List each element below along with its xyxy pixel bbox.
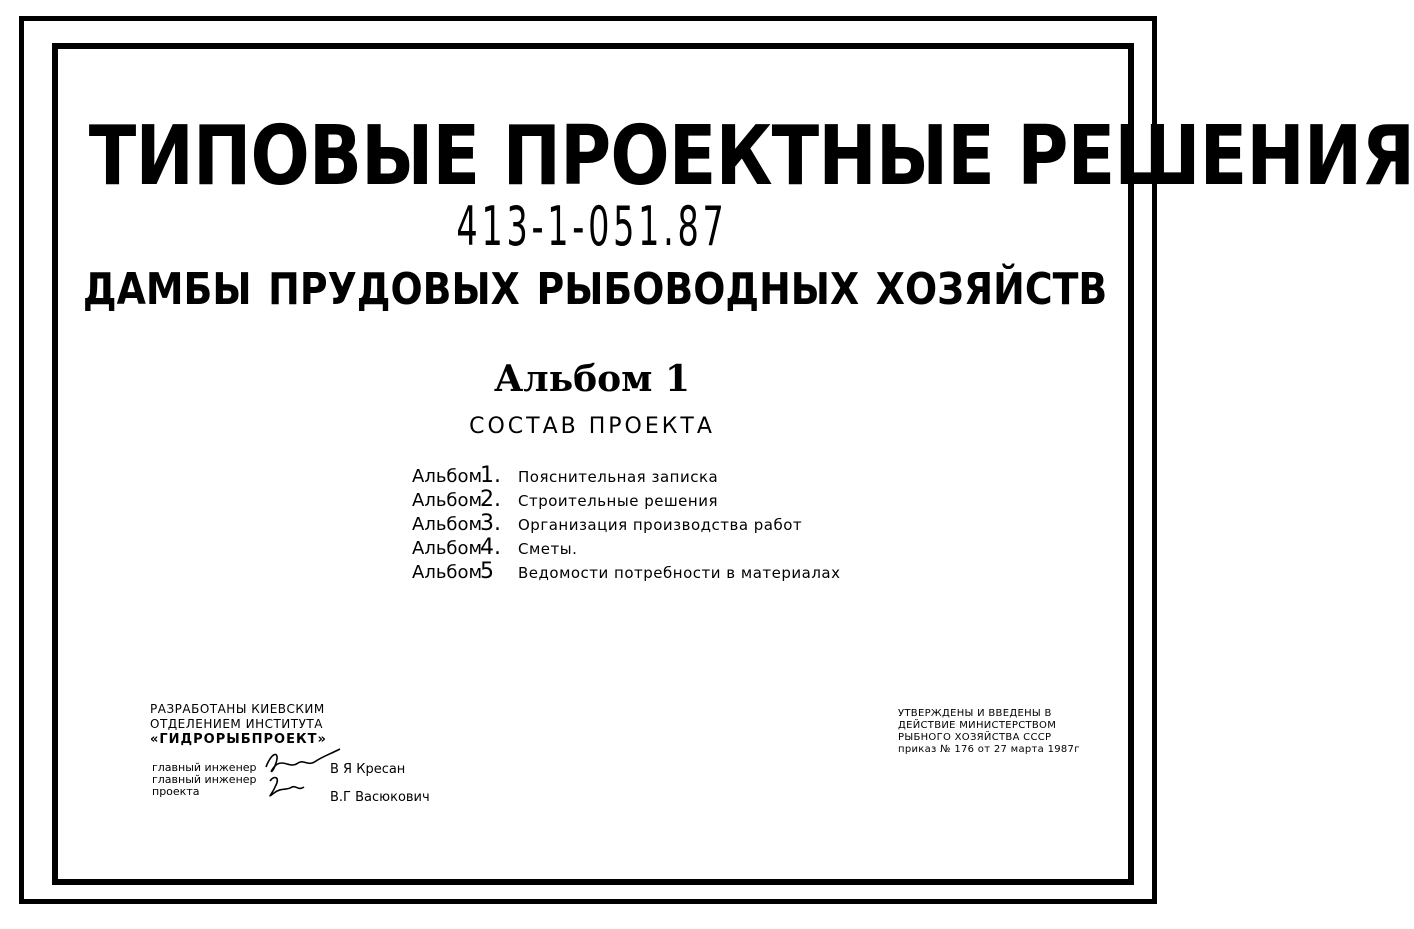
contents-item: [412, 536, 840, 560]
contents-item: [412, 464, 840, 488]
signer-name-2: В.Г Васюкович: [330, 790, 430, 805]
contents-item-text: Строительные решения: [518, 492, 718, 510]
approval-line: РЫБНОГО ХОЗЯЙСТВА СССР: [898, 732, 1052, 743]
document-subtitle: ДАМБЫ ПРУДОВЫХ РЫБОВОДНЫХ ХОЗЯЙСТВ: [82, 264, 1108, 315]
approval-order: приказ № 176 от 27 марта 1987г: [898, 744, 1080, 755]
developer-organization: «ГИДРОРЫБПРОЕКТ»: [150, 732, 327, 747]
contents-list: [412, 464, 840, 584]
contents-item-number: 5: [480, 559, 494, 584]
approval-block: [898, 708, 1080, 756]
contents-item-text: Организация производства работ: [518, 516, 803, 534]
contents-item-number: 3.: [480, 511, 501, 536]
developer-line: РАЗРАБОТАНЫ КИЕВСКИМ: [150, 702, 325, 716]
document-code: 413-1-051.87: [456, 195, 728, 258]
contents-item-label: Альбом: [412, 538, 483, 559]
contents-item-label: Альбом: [412, 466, 483, 487]
contents-item-label: Альбом: [412, 490, 483, 511]
contents-item-label: Альбом: [412, 514, 483, 535]
role-chief-project-engineer-2: проекта: [152, 785, 200, 798]
developer-block: [150, 702, 327, 747]
album-title: Альбом 1: [493, 358, 690, 400]
approval-line: ДЕЙСТВИЕ МИНИСТЕРСТВОМ: [898, 720, 1057, 731]
role-chief-engineer: главный инженер: [152, 761, 257, 774]
role-chief-project-engineer: главный инженер: [152, 773, 257, 786]
contents-item: [412, 560, 840, 584]
contents-item-number: 4.: [480, 535, 501, 560]
contents-item-label: Альбом: [412, 562, 483, 583]
approval-line: УТВЕРЖДЕНЫ И ВВЕДЕНЫ В: [898, 708, 1052, 719]
signature-1: [266, 749, 340, 772]
contents-item-number: 2.: [480, 487, 501, 512]
signature-roles: [152, 762, 257, 798]
contents-item-number: 1.: [480, 463, 501, 488]
contents-item-text: Ведомости потребности в материалах: [518, 564, 841, 582]
signer-name-1: В Я Кресан: [330, 762, 406, 777]
contents-item-text: Сметы.: [518, 540, 578, 558]
signature-2: [270, 778, 304, 796]
contents-item: [412, 512, 840, 536]
contents-title: СОСТАВ ПРОЕКТА: [469, 414, 715, 439]
contents-item: [412, 488, 840, 512]
document-title: ТИПОВЫЕ ПРОЕКТНЫЕ РЕШЕНИЯ: [88, 109, 1414, 204]
developer-line: ОТДЕЛЕНИЕМ ИНСТИТУТА: [150, 717, 323, 731]
contents-item-text: Пояснительная записка: [518, 468, 719, 486]
